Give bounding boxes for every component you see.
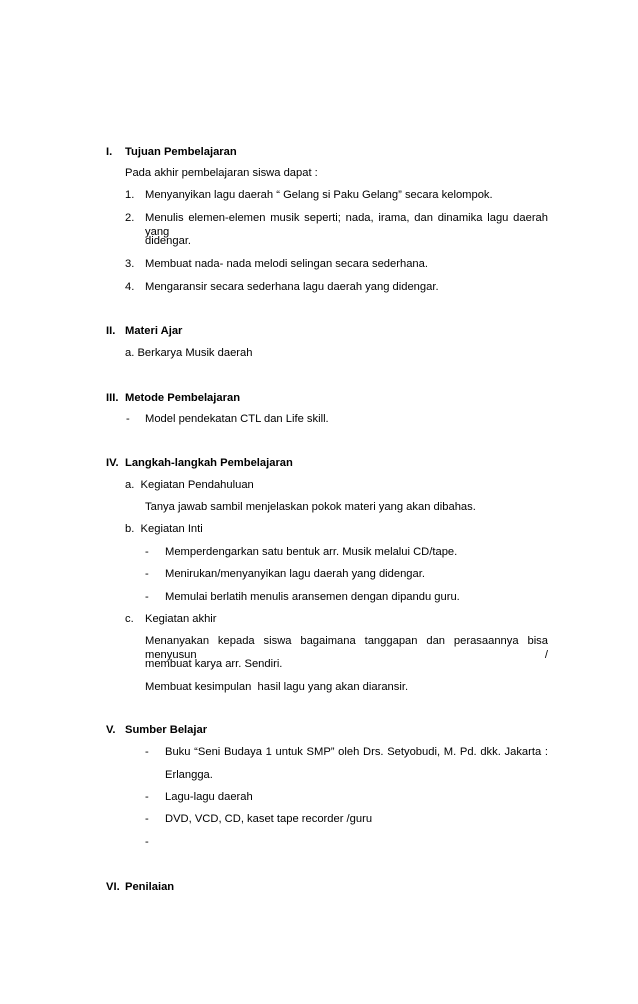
subsection-label: Kegiatan akhir: [145, 613, 217, 625]
section-number: III.: [106, 392, 119, 404]
list-item: Lagu-lagu daerah: [165, 791, 253, 803]
section-number: I.: [106, 146, 113, 158]
list-marker: 2.: [125, 212, 135, 224]
list-marker: -: [145, 746, 149, 758]
list-marker: -: [145, 568, 149, 580]
paragraph: membuat karya arr. Sendiri.: [145, 658, 283, 670]
list-item: Menyanyikan lagu daerah “ Gelang si Paku Gelang” secara kelompok.: [145, 189, 493, 201]
paragraph: Membuat kesimpulan hasil lagu yang akan diaransir.: [145, 681, 409, 693]
subsection-label: a. Kegiatan Pendahuluan: [125, 479, 254, 491]
list-item: Buku “Seni Budaya 1 untuk SMP” oleh Drs. Setyobudi, M. Pd. dkk. Jakarta :: [165, 746, 548, 758]
section-number: V.: [106, 724, 116, 736]
subsection-marker: c.: [125, 613, 134, 625]
section-number: II.: [106, 325, 116, 337]
section-heading: Penilaian: [125, 881, 175, 893]
list-item: Memulai berlatih menulis aransemen dengan dipandu guru.: [165, 591, 460, 603]
list-marker: 4.: [125, 281, 135, 293]
list-item-continuation: didengar.: [145, 235, 192, 247]
list-item: Memperdengarkan satu bentuk arr. Musik melalui CD/tape.: [165, 546, 458, 558]
section-heading: Sumber Belajar: [125, 724, 208, 736]
list-marker: 3.: [125, 258, 135, 270]
section-number: IV.: [106, 457, 119, 469]
paragraph: Menanyakan kepada siswa bagaimana tanggapan dan perasaannya bisa menyusun /: [145, 635, 548, 661]
list-item: a. Berkarya Musik daerah: [125, 347, 253, 359]
section-heading: Metode Pembelajaran: [125, 392, 241, 404]
list-marker: -: [145, 791, 149, 803]
list-item: Menulis elemen-elemen musik seperti; nada, irama, dan dinamika lagu daerah yang: [145, 212, 548, 238]
list-marker: -: [145, 813, 149, 825]
list-marker: -: [145, 591, 149, 603]
list-marker: -: [145, 546, 149, 558]
subsection-label: b. Kegiatan Inti: [125, 523, 203, 535]
list-item: Membuat nada- nada melodi selingan secara sederhana.: [145, 258, 428, 270]
paragraph: Tanya jawab sambil menjelaskan pokok materi yang akan dibahas.: [145, 501, 476, 513]
section-heading: Langkah-langkah Pembelajaran: [125, 457, 293, 469]
list-item: DVD, VCD, CD, kaset tape recorder /guru: [165, 813, 373, 825]
section-number: VI.: [106, 881, 120, 893]
list-item-continuation: Erlangga.: [165, 769, 213, 781]
list-marker: 1.: [125, 189, 135, 201]
list-marker: -: [145, 836, 149, 848]
list-item: Menirukan/menyanyikan lagu daerah yang didengar.: [165, 568, 425, 580]
list-marker: -: [126, 413, 130, 425]
section-heading: Materi Ajar: [125, 325, 183, 337]
section-heading: Tujuan Pembelajaran: [125, 146, 237, 158]
intro-text: Pada akhir pembelajaran siswa dapat :: [125, 167, 318, 179]
list-item: Model pendekatan CTL dan Life skill.: [145, 413, 329, 425]
list-item: Mengaransir secara sederhana lagu daerah yang didengar.: [145, 281, 439, 293]
